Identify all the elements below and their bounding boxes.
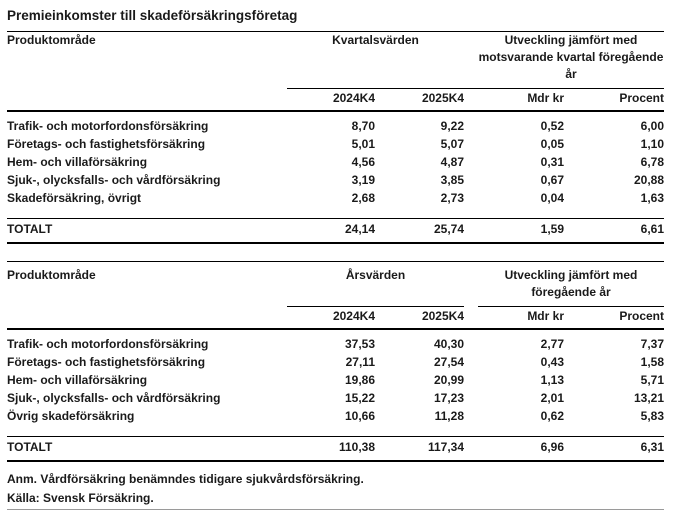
row-label: Övrig skadeförsäkring (7, 409, 135, 423)
total-top-rule (7, 436, 664, 437)
col-header-2024k4: 2024K4 (332, 91, 375, 105)
row-label: Företags- och fastighetsförsäkring (7, 355, 206, 369)
cell-value: 5,71 (640, 373, 664, 387)
cell-value: 11,28 (434, 409, 464, 423)
cell-value: 1,10 (640, 137, 664, 151)
cell-value: 1,63 (640, 191, 664, 205)
cell-value: 20,99 (433, 373, 464, 387)
group-header-development-quarter: Utveckling jämfört med motsvarande kvartal föregående år (478, 33, 664, 81)
page-title: Premieinkomster till skadeförsäkringsföretag (7, 8, 298, 23)
column-header-product: Produktområde (7, 268, 96, 282)
subheader-spacer (7, 89, 287, 107)
footnote-source: Källa: Svensk Försäkring. (7, 491, 154, 505)
total-value: 24,14 (344, 222, 375, 236)
cell-value: 9,22 (440, 119, 464, 133)
cell-value: 19,86 (344, 373, 375, 387)
cell-value: 3,19 (351, 173, 375, 187)
cell-value: 27,11 (345, 355, 375, 369)
cell-value: 8,70 (351, 119, 375, 133)
table-top-rule (7, 261, 664, 262)
cell-value: 6,78 (640, 155, 664, 169)
cell-value: 2,68 (351, 191, 375, 205)
cell-value: 0,43 (540, 355, 564, 369)
total-value: 110,38 (338, 440, 375, 454)
group-header-development-year: Utveckling jämfört med föregående år (504, 268, 638, 299)
subheader-spacer (7, 307, 287, 325)
cell-value: 1,58 (640, 355, 664, 369)
cell-value: 40,30 (433, 337, 464, 351)
total-label: TOTALT (7, 222, 53, 236)
row-label: Företags- och fastighetsförsäkring (7, 137, 206, 151)
cell-value: 2,01 (540, 391, 564, 405)
cell-value: 5,83 (640, 409, 664, 423)
col-header-2024k4: 2024K4 (332, 309, 375, 323)
column-header-product: Produktområde (7, 33, 96, 47)
footnotes (7, 470, 664, 508)
col-header-mdr-kr: Mdr kr (527, 91, 564, 105)
quarterly-table (7, 32, 664, 244)
group-header-quarterly-values: Kvartalsvärden (332, 33, 419, 47)
col-header-procent: Procent (619, 309, 664, 323)
cell-value: 0,31 (540, 155, 564, 169)
cell-value: 5,01 (351, 137, 375, 151)
row-label: Sjuk-, olycksfalls- och vårdförsäkring (7, 173, 221, 187)
table-bottom-rule (7, 460, 664, 462)
cell-value: 7,37 (640, 337, 664, 351)
annual-table (7, 261, 664, 462)
cell-value: 0,04 (540, 191, 564, 205)
row-label: Hem- och villaförsäkring (7, 373, 148, 387)
cell-value: 13,21 (633, 391, 664, 405)
row-label: Hem- och villaförsäkring (7, 155, 148, 169)
row-label: Trafik- och motorfordonsförsäkring (7, 119, 209, 133)
cell-value: 15,22 (344, 391, 375, 405)
total-value: 6,61 (640, 222, 664, 236)
cell-value: 0,05 (540, 137, 564, 151)
cell-value: 6,00 (640, 119, 664, 133)
cell-value: 5,07 (440, 137, 464, 151)
cell-value: 0,52 (540, 119, 564, 133)
cell-value: 37,53 (344, 337, 375, 351)
total-value: 117,34 (427, 440, 464, 454)
row-label: Trafik- och motorfordonsförsäkring (7, 337, 209, 351)
cell-value: 2,73 (440, 191, 464, 205)
col-header-procent: Procent (619, 91, 664, 105)
cell-value: 2,77 (540, 337, 564, 351)
row-label: Skadeförsäkring, övrigt (7, 191, 142, 205)
cell-value: 4,56 (351, 155, 375, 169)
header-bottom-rule (7, 110, 664, 112)
cell-value: 0,67 (540, 173, 564, 187)
cell-value: 3,85 (440, 173, 464, 187)
total-value: 1,59 (540, 222, 564, 236)
cell-value: 4,87 (440, 155, 464, 169)
row-label: Sjuk-, olycksfalls- och vårdförsäkring (7, 391, 221, 405)
footnote-remark: Anm. Vårdförsäkring benämndes tidigare sjukvårdsförsäkring. (7, 472, 364, 486)
header-bottom-rule (7, 328, 664, 330)
col-header-2025k4: 2025K4 (421, 91, 464, 105)
cell-value: 0,62 (540, 409, 564, 423)
cell-value: 27,54 (433, 355, 464, 369)
total-value: 6,31 (640, 440, 664, 454)
col-header-mdr-kr: Mdr kr (527, 309, 564, 323)
cell-value: 10,66 (344, 409, 375, 423)
total-top-rule (7, 218, 664, 219)
total-value: 25,74 (433, 222, 464, 236)
cell-value: 17,23 (433, 391, 464, 405)
cell-value: 1,13 (540, 373, 564, 387)
cell-value: 20,88 (633, 173, 664, 187)
table-bottom-rule (7, 242, 664, 244)
total-label: TOTALT (7, 440, 53, 454)
group-header-annual-values: Årsvärden (345, 268, 406, 282)
col-header-2025k4: 2025K4 (421, 309, 464, 323)
total-value: 6,96 (540, 440, 564, 454)
